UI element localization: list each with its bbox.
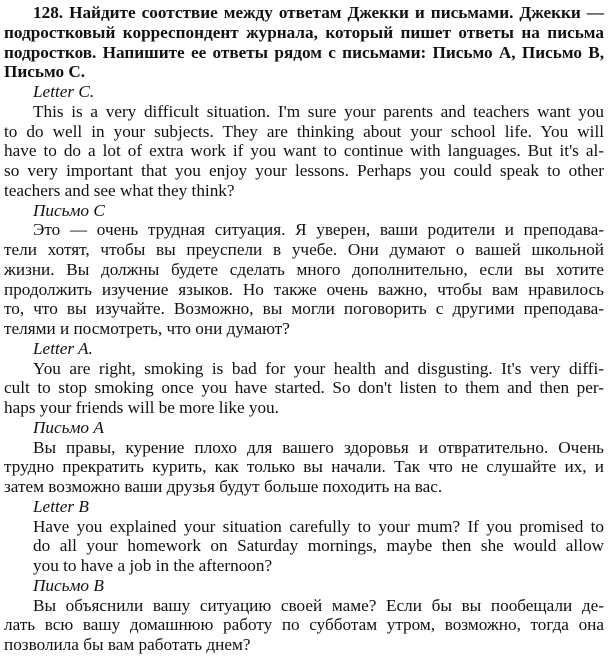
pismo-b-label: Письмо В — [33, 575, 104, 595]
task-line: 128. Найдите соотствие между ответам Джекки и письмами. Джекки — — [33, 3, 604, 22]
pismo-a-section — [4, 418, 604, 497]
pismo-c-line: то, что вы изучайте. Возможно, вы могли поговорить с другими преподава- — [4, 299, 604, 319]
pismo-c-section — [4, 201, 604, 339]
letter-b-line: you to have a job in the afternoon? — [33, 556, 273, 575]
letter-a-line: haps your friends will be more like you. — [4, 398, 279, 417]
letter-c-section — [4, 82, 604, 201]
letter-c-line: so very important that you enjoy your lessons. Perhaps you could speak to other — [4, 161, 604, 180]
pismo-a-line: Вы правы, курение плохо для вашего здоровья и отвратительно. Очень — [33, 437, 604, 457]
letter-c-line: to do well in your subjects. They are thinking about your school life. You will — [4, 121, 604, 141]
letter-b-label: Letter B — [33, 496, 89, 516]
pismo-c-line: тели хотят, чтобы вы преуспели в учебе. Они думают о вашей школьной — [4, 240, 604, 259]
letter-b-section — [4, 497, 604, 576]
letter-a-section — [4, 339, 604, 418]
pismo-c-label: Письмо С — [33, 200, 105, 220]
letter-a-line: You are right, smoking is bad for your health and disgusting. It's very diffi- — [33, 358, 604, 378]
textbook-page — [4, 3, 604, 655]
pismo-c-line: жизни. Вы должны будете сделать много дополнительно, если вы хотите — [4, 259, 604, 279]
task-heading — [4, 3, 604, 82]
letter-a-line: cult to stop smoking once you have started. So don't listen to them and then per- — [4, 378, 604, 398]
pismo-c-line: Это — очень трудная ситуация. Я уверен, ваши родители и преподава- — [33, 220, 604, 240]
letter-c-line: This is a very difficult situation. I'm sure your parents and teachers want you — [33, 101, 604, 121]
pismo-b-section — [4, 576, 604, 655]
pismo-c-line: продолжить изучение языков. Но также очень важно, чтобы вам нравилось — [4, 279, 604, 299]
pismo-b-line: Вы объяснили вашу ситуацию своей маме? Если бы вы пообещали де- — [33, 595, 604, 615]
task-line: Письмо С. — [4, 62, 86, 82]
pismo-b-line: позволила бы вам работать днем? — [4, 635, 251, 654]
pismo-a-line: трудно прекратить курить, как только вы начали. Так что не слушайте их, и — [4, 457, 604, 477]
letter-b-line: Have you explained your situation carefully to your mum? If you promised to — [33, 516, 604, 536]
pismo-c-line: телями и посмотреть, что они думают? — [4, 319, 290, 338]
task-line: подростков. Напишите ее ответы рядом с письмами: Письмо А, Письмо В, — [4, 42, 604, 62]
task-line: подростковый корреспондент журнала, который пишет ответы на письма — [4, 22, 604, 42]
letter-c-label: Letter C. — [33, 82, 95, 101]
letter-c-line: have to do a lot of extra work if you want to continue with languages. But it's al- — [4, 141, 604, 161]
letter-b-line: do all your homework on Saturday mornings, maybe then she would allow — [33, 536, 604, 556]
pismo-a-label: Письмо А — [33, 417, 104, 437]
pismo-b-line: лать всю вашу домашнюю работу по субботам утром, возможно, тогда она — [4, 615, 604, 635]
letter-c-line: teachers and see what they think? — [4, 180, 235, 200]
pismo-a-line: затем возможно ваши друзья будут больше походить на вас. — [4, 477, 443, 496]
letter-a-label: Letter A. — [33, 338, 93, 358]
